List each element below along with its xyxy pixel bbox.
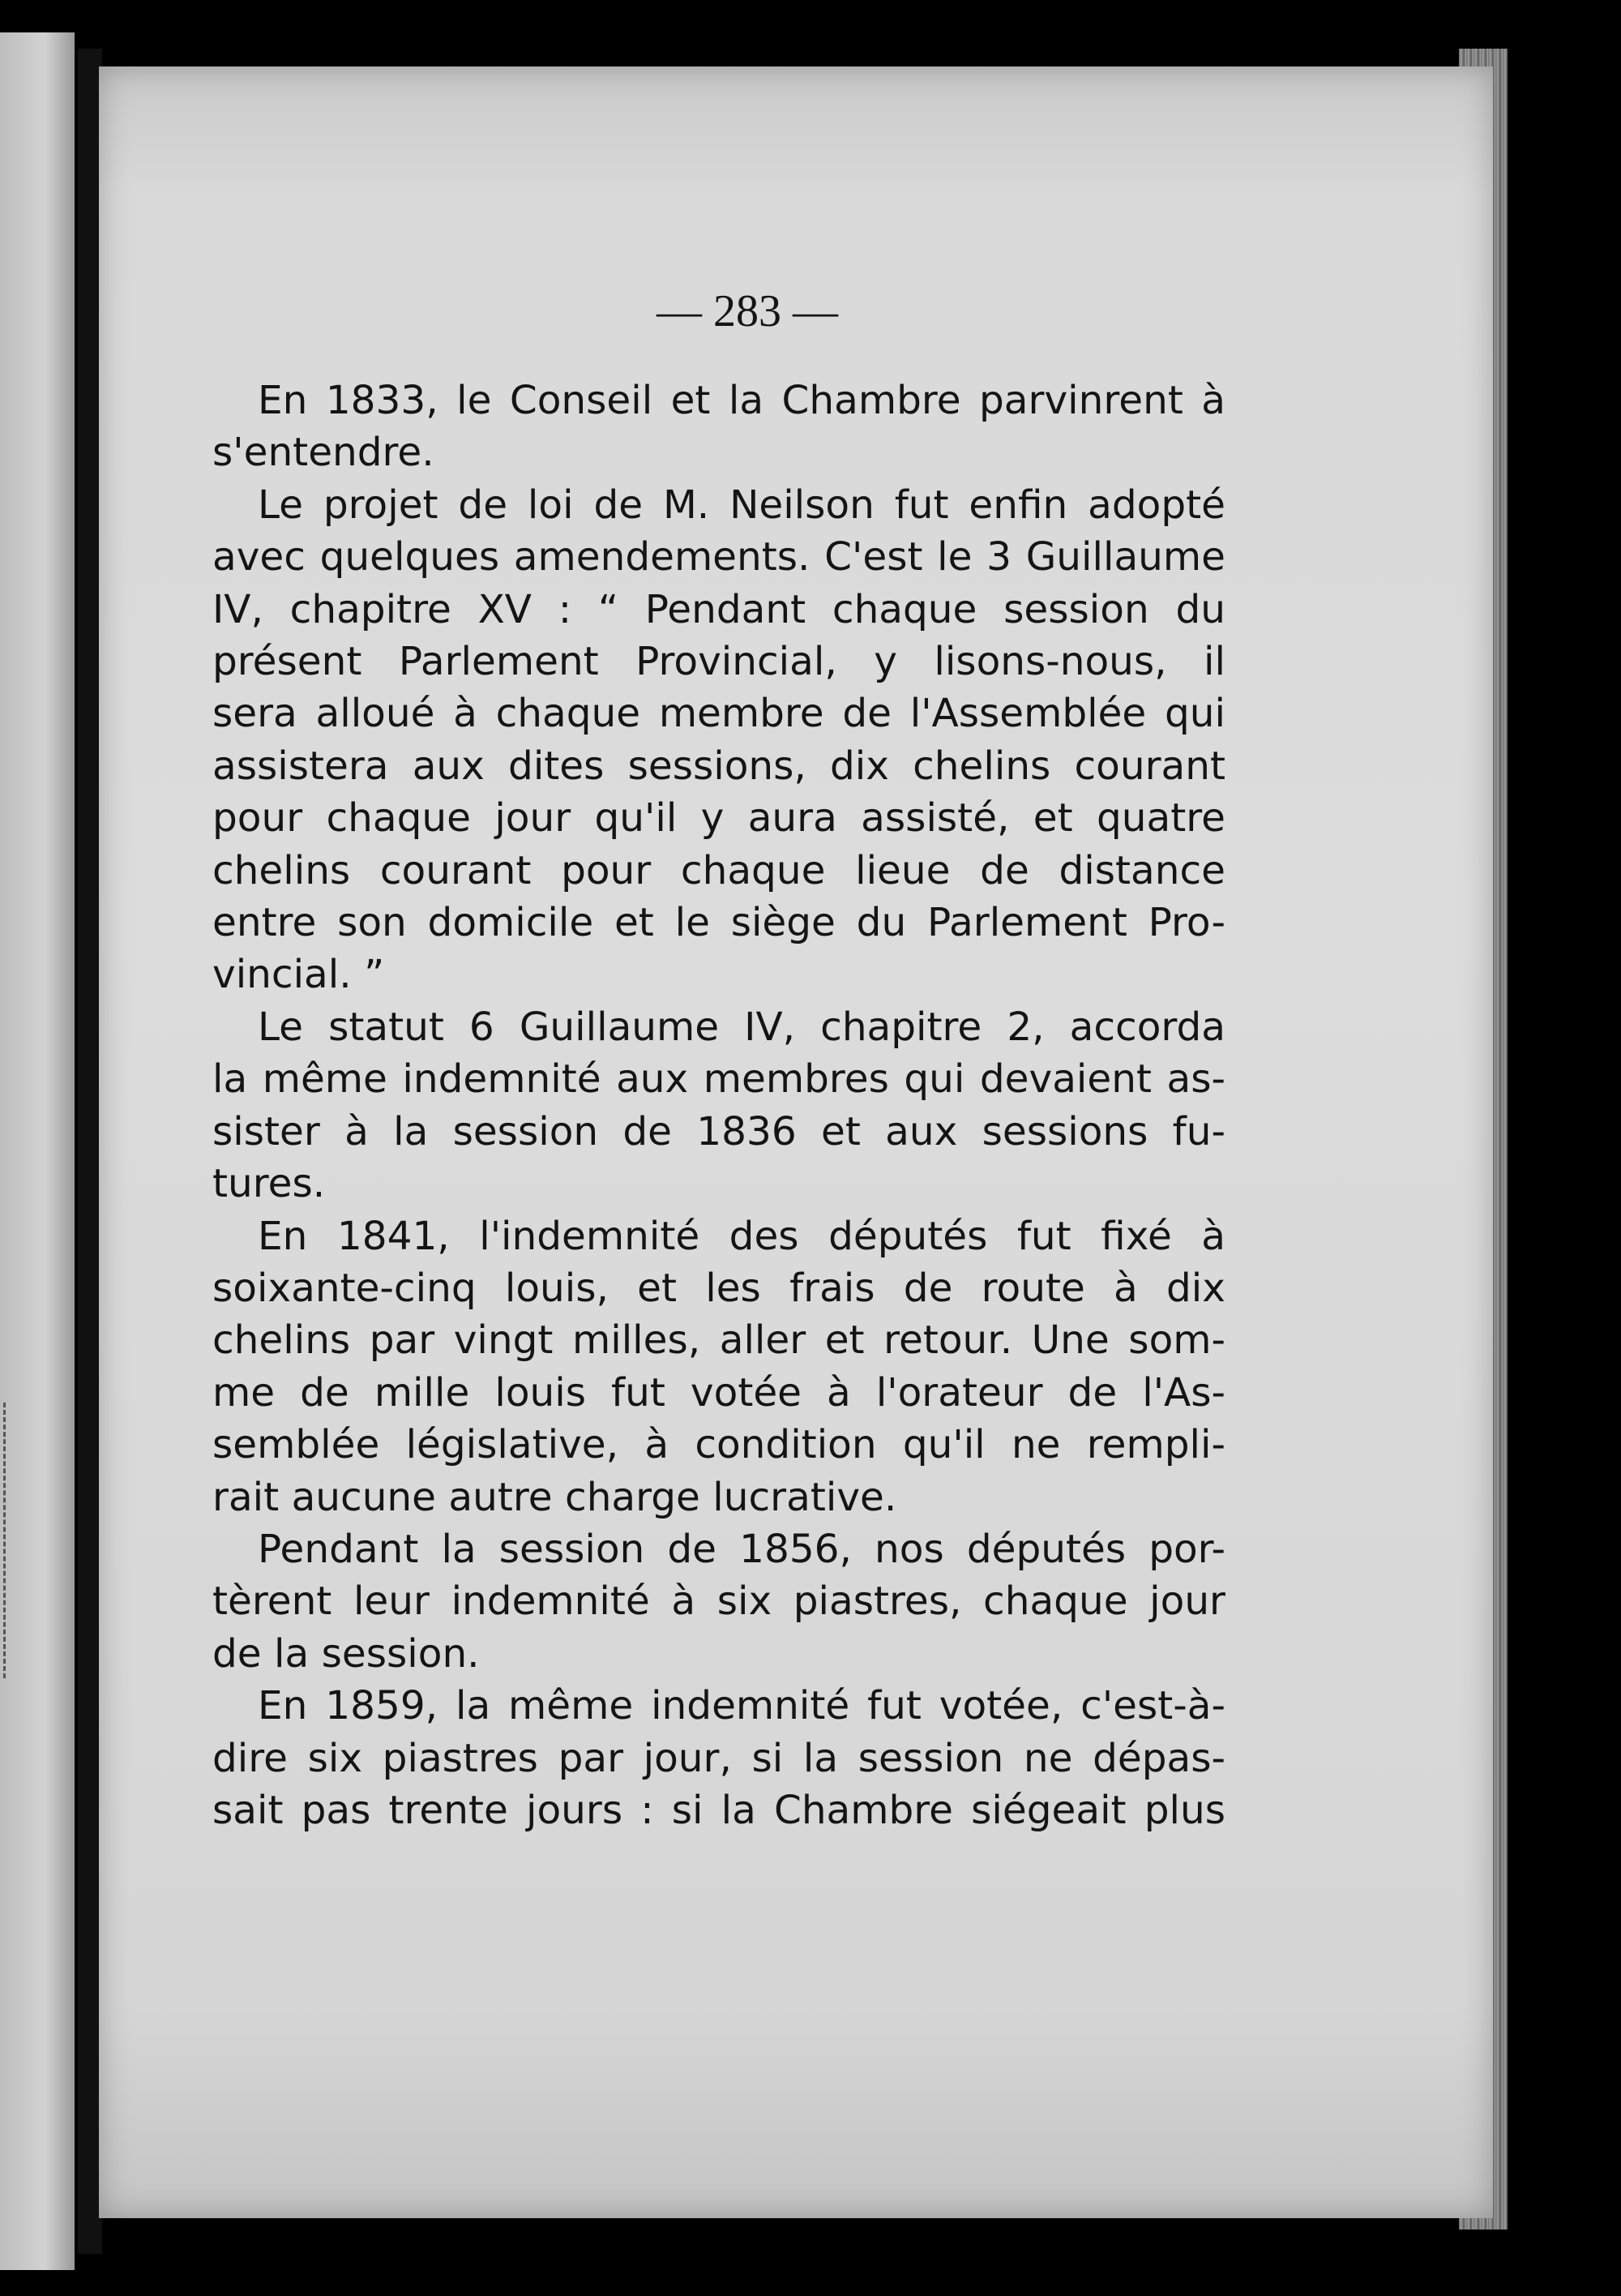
text-line: En 1859, la même indemnité fut votée, c'est-à- [258, 1683, 1225, 1729]
text-line: En 1833, le Conseil et la Chambre parvinrent à [258, 378, 1225, 423]
text-line: la même indemnité aux membres qui devaient as- [212, 1056, 1225, 1103]
text-line: dire six piastres par jour, si la session ne dépas- [212, 1735, 1225, 1781]
text-line: me de mille louis fut votée à l'orateur de l'As- [212, 1369, 1225, 1416]
book-page [99, 66, 1493, 2218]
paragraph [212, 375, 1225, 479]
text-line: pour chaque jour qu'il y aura assisté, et quatre [212, 795, 1225, 842]
text-line: tèrent leur indemnité à six piastres, chaque jour [212, 1578, 1225, 1625]
text-line: En 1841, l'indemnité des députés fut fixé à [258, 1213, 1225, 1259]
paragraph [212, 1523, 1225, 1680]
facing-page-marks [3, 1403, 14, 1678]
text-line: chelins courant pour chaque lieue de distance [212, 847, 1225, 893]
text-line: assistera aux dites sessions, dix chelins courant [212, 743, 1225, 789]
page-number: — 283 — [657, 286, 838, 336]
text-line: sister à la session de 1836 et aux sessions fu- [212, 1108, 1225, 1154]
body-text [212, 375, 1225, 1836]
text-line: s'entendre. [212, 430, 434, 476]
text-line: semblée législative, à condition qu'il ne rempli- [212, 1422, 1225, 1468]
text-line: Le projet de loi de M. Neilson fut enfin adopté [258, 482, 1225, 528]
paragraph [212, 1210, 1225, 1523]
text-line: avec quelques amendements. C'est le 3 Guillaume [212, 534, 1225, 580]
facing-page-edge [0, 32, 75, 2270]
text-line: de la session. [212, 1630, 480, 1677]
text-line: chelins par vingt milles, aller et retour. Une som- [212, 1317, 1225, 1364]
text-line: tures. [212, 1161, 326, 1207]
paragraph [212, 1001, 1225, 1210]
text-line: rait aucune autre charge lucrative. [212, 1474, 897, 1520]
text-line: entre son domicile et le siège du Parlement Pro- [212, 900, 1225, 946]
text-line: présent Parlement Provincial, y lisons-nous, il [212, 639, 1225, 685]
text-line: IV, chapitre XV : “ Pendant chaque session du [212, 586, 1225, 632]
paragraph [212, 479, 1225, 1001]
text-line: sera alloué à chaque membre de l'Assemblée qui [212, 691, 1225, 737]
text-line: Le statut 6 Guillaume IV, chapitre 2, accorda [258, 1004, 1225, 1050]
text-line: soixante-cinq louis, et les frais de route à dix [212, 1265, 1225, 1311]
text-line: vincial. ” [212, 952, 385, 998]
text-line: Pendant la session de 1856, nos députés por- [258, 1526, 1225, 1572]
text-line: sait pas trente jours : si la Chambre siégeait plus [212, 1787, 1225, 1833]
paragraph [212, 1680, 1225, 1836]
